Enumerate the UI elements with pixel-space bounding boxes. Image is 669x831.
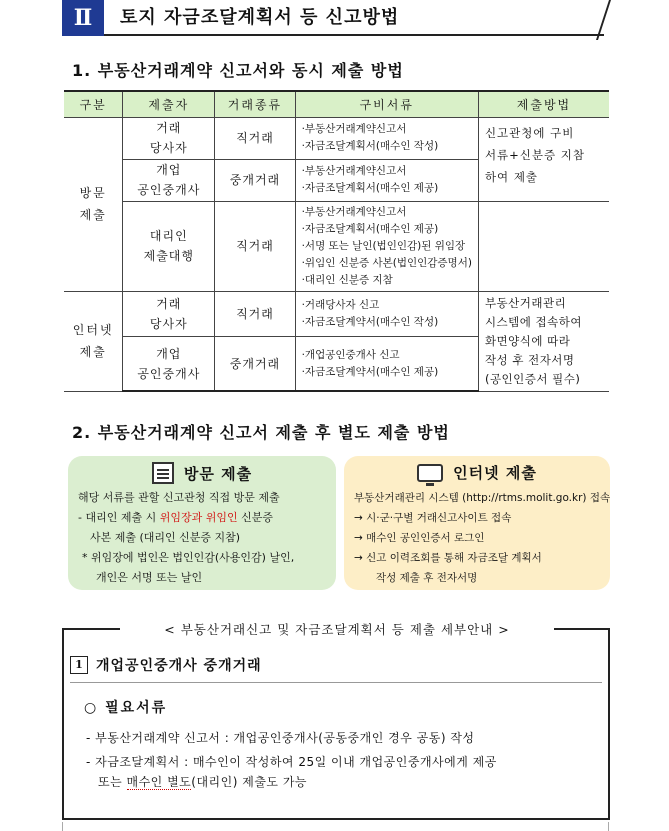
net-line-2: → 시·군·구별 거래신고사이트 접속 — [354, 512, 512, 524]
net-line-1: 부동산거래관리 시스템 (http://rtms.molit.go.kr) 접속 — [354, 492, 611, 504]
col-header-method: 제출방법 — [478, 91, 609, 117]
type-cell: 직거래 — [215, 117, 295, 159]
submitter-cell: 개업 공인중개사 — [123, 337, 215, 391]
header-underline — [104, 34, 604, 36]
visit-line-1: 해당 서류를 관할 신고관청 직접 방문 제출 — [78, 491, 280, 504]
guide-divider — [70, 682, 602, 683]
chapter-title: 토지 자금조달계획서 등 신고방법 — [120, 7, 400, 28]
net-line-5: 작성 제출 후 전자서명 — [376, 572, 478, 584]
docs-cell: ·개업공인중개사 신고 ·자금조달계약서(매수인 제공) — [295, 337, 478, 391]
visit-box-header — [68, 462, 336, 484]
document-icon — [152, 462, 174, 484]
guide-subtitle: 개업공인중개사 중개거래 — [96, 658, 262, 674]
col-header-submitter: 제출자 — [123, 91, 215, 117]
method-visit: 신고관청에 구비 서류+신분증 지참 하여 제출 — [478, 117, 609, 201]
submitter-cell: 거래 당사자 — [123, 117, 215, 159]
visit-line-3: 사본 제출 (대리인 신분증 지참) — [90, 531, 241, 544]
col-header-type: 거래종류 — [215, 91, 295, 117]
monitor-icon — [417, 464, 443, 482]
type-cell: 직거래 — [215, 201, 295, 291]
section1-title: 1. 부동산거래계약 신고서와 동시 제출 방법 — [72, 61, 404, 80]
page-margin-mark-right — [608, 822, 609, 831]
col-header-docs: 구비서류 — [295, 91, 478, 117]
type-cell: 직거래 — [215, 291, 295, 337]
internet-submission-box — [344, 456, 610, 590]
guide-item-2: - 자금조달계획서 : 매수인이 작성하여 25일 이내 개업공인중개사에게 제공 — [86, 755, 497, 769]
visit-line-2: - 대리인 제출 시 위임장과 위임인 신분증 — [78, 511, 273, 524]
visit-box-body — [78, 488, 328, 588]
method-internet: 부동산거래관리 시스템에 접속하여 화면양식에 따라 작성 후 전자서명 (공인인증서 필수) — [478, 291, 609, 391]
page-margin-mark-left — [62, 822, 63, 831]
net-line-4: → 신고 이력조회를 통해 자금조달 계획서 — [354, 552, 542, 564]
docs-cell: ·부동산거래계약신고서 ·자금조달계획서(매수인 작성) — [295, 117, 478, 159]
net-box-title: 인터넷 제출 — [453, 464, 537, 482]
method-empty-cell — [478, 201, 609, 291]
chapter-number: Ⅱ — [62, 0, 104, 36]
docs-cell: ·거래당사자 신고 ·자금조달계약서(매수인 작성) — [295, 291, 478, 337]
required-docs-heading: ○ 필요서류 — [84, 700, 168, 716]
net-line-3: → 매수인 공인인증서 로그인 — [354, 532, 485, 544]
guide-top-border-left — [62, 628, 120, 630]
docs-cell: ·부동산거래계약신고서 ·자금조달계획서(매수인 제공) — [295, 159, 478, 201]
docs-cell: ·부동산거래계약신고서 ·자금조달계획서(매수인 제공) ·서명 또는 날인(법인인감)된 위임장 ·위임인 신분증 사본(법인인감증명서) ·대리인 신분증 지참 — [295, 201, 478, 291]
net-box-body — [354, 488, 611, 588]
table-row — [64, 201, 609, 291]
submitter-cell: 대리인 제출대행 — [123, 201, 215, 291]
visit-line-5: 개인은 서명 또는 날인 — [96, 571, 203, 584]
type-cell: 중개거래 — [215, 337, 295, 391]
guide-top-border-right — [554, 628, 610, 630]
guide-item-1: - 부동산거래계약 신고서 : 개업공인중개사(공동중개인 경우 공동) 작성 — [86, 731, 475, 745]
submitter-cell: 거래 당사자 — [123, 291, 215, 337]
visit-submission-box — [68, 456, 336, 590]
net-box-header — [344, 462, 610, 483]
visit-box-title: 방문 제출 — [183, 464, 253, 483]
guide-item-3: 또는 매수인 별도(대리인) 제출도 가능 — [98, 775, 308, 789]
col-header-category: 구분 — [64, 91, 123, 117]
table-row — [64, 291, 609, 337]
guide-item-number: 1 — [70, 656, 88, 674]
table-header-row — [64, 91, 609, 117]
category-internet: 인터넷 제출 — [64, 291, 123, 391]
visit-line-4: * 위임장에 법인은 법인인감(사용인감) 날인, — [82, 551, 295, 564]
guide-title: < 부동산거래신고 및 자금조달계획서 등 제출 세부안내 > — [164, 622, 510, 637]
table-row — [64, 117, 609, 159]
type-cell: 중개거래 — [215, 159, 295, 201]
submission-method-table — [64, 90, 609, 392]
section2-title: 2. 부동산거래계약 신고서 제출 후 별도 제출 방법 — [72, 423, 450, 442]
category-visit: 방문 제출 — [64, 117, 123, 291]
submitter-cell: 개업 공인중개사 — [123, 159, 215, 201]
